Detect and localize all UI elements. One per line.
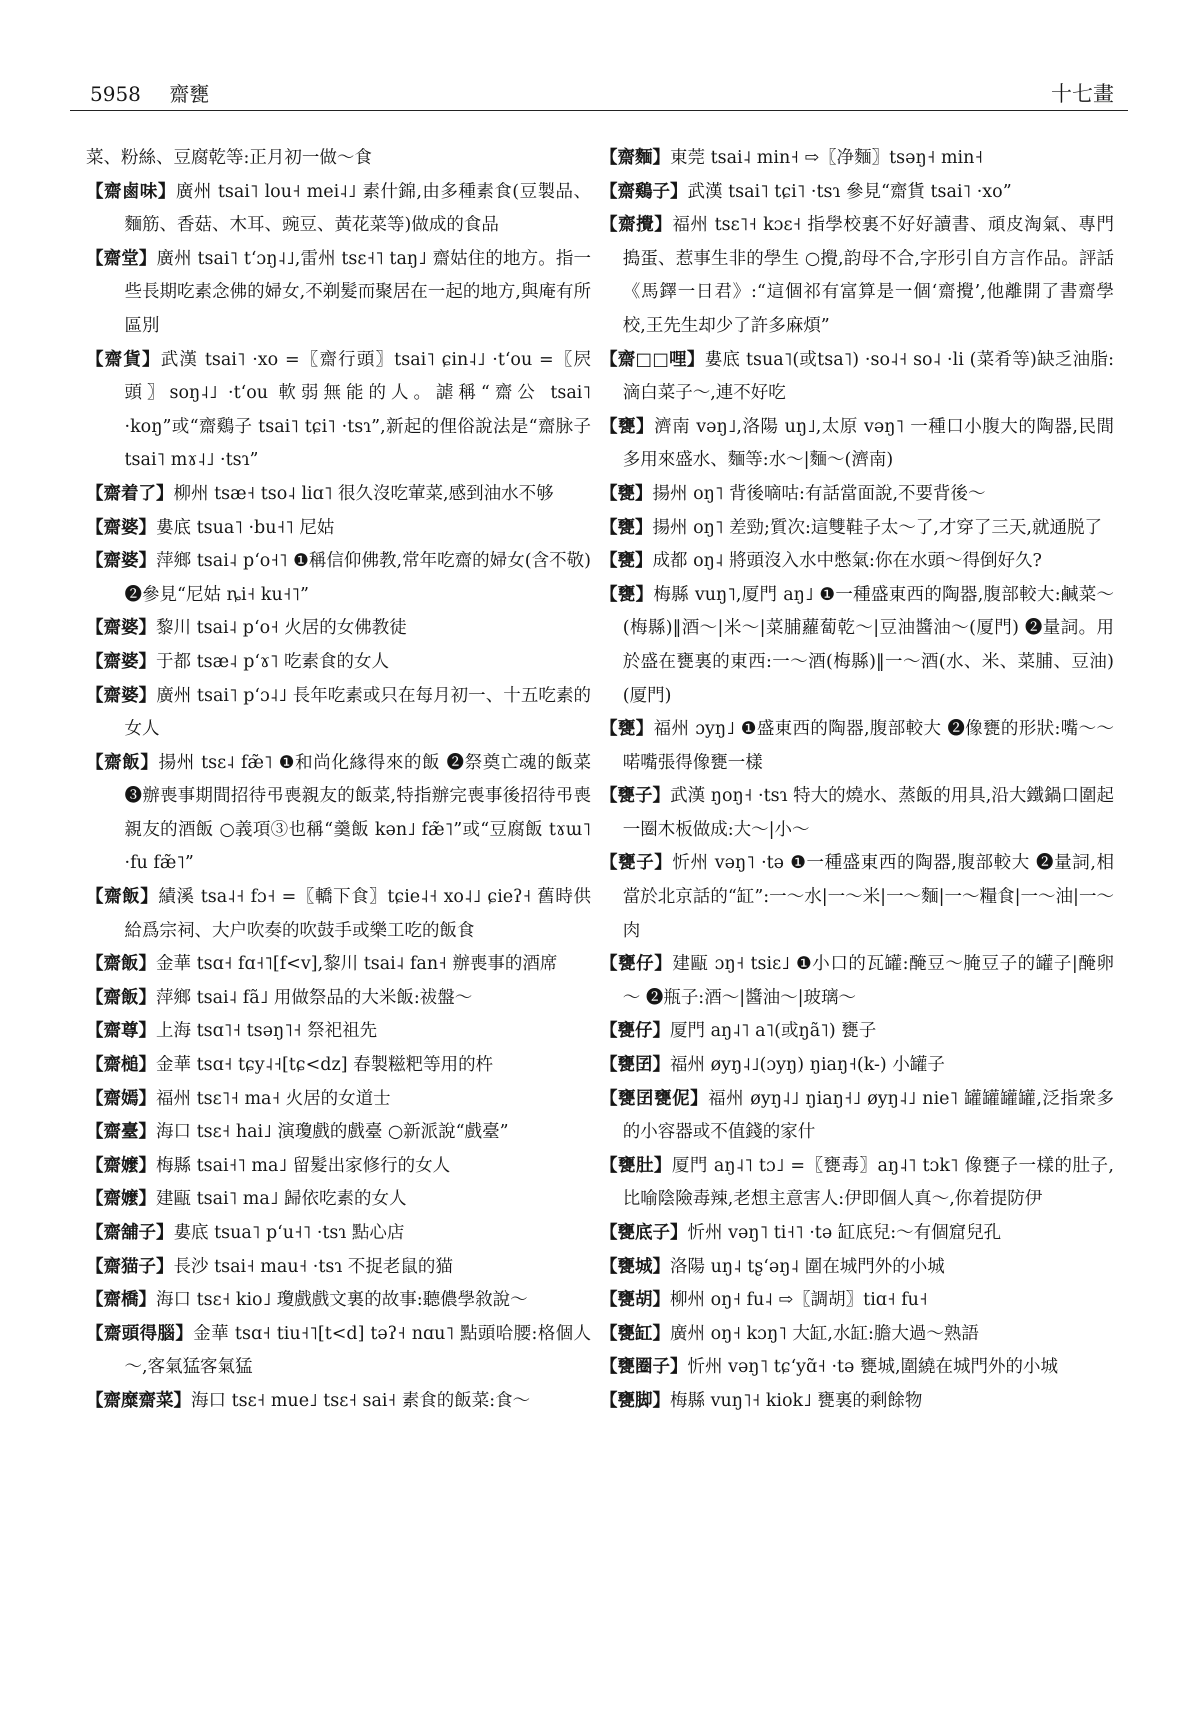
entry-definition: 梅縣 vuŋ˥,厦門 aŋ˩ ❶一種盛東西的陶器,腹部較大:鹹菜～(梅縣)‖酒～|米～|菜脯蘿蔔乾～|豆油醬油～(厦門) ❷量詞。用於盛在甕裏的東西:一～酒(梅縣)‖一～酒(水、米、菜脯、豆油)(厦門): [622, 584, 1115, 706]
entry-definition: 武漢 tsai˥ tɕi˥ ·tsɿ 參見“齋貨 tsai˥ ·xo”: [687, 181, 1012, 202]
dictionary-entry: [600, 1015, 1114, 1049]
entry-headword: 【齋飯】: [86, 987, 156, 1008]
entry-definition: 績溪 tsa˨˧ fɔ˧ =〖轎下食〗tɕie˨˧ xo˨˩ ɕieʔ˧ 舊時供給爲宗祠、大户吹奏的吹鼓手或樂工吃的飯食: [124, 887, 591, 941]
dictionary-entry: [600, 209, 1114, 343]
dictionary-entry: [600, 512, 1114, 546]
header-left: [90, 78, 209, 107]
entry-definition: 忻州 vəŋ˥ ·tə ❶一種盛東西的陶器,腹部較大 ❷量詞,相當於北京話的“缸”:一～水|一～米|一～麵|一～糧食|一～油|一～肉: [622, 853, 1114, 941]
entry-headword: 【甕肚】: [600, 1155, 672, 1176]
dictionary-entry: [86, 1083, 591, 1117]
dictionary-entry: [600, 411, 1114, 478]
entry-definition: 柳州 oŋ˧ fu˨ ⇨〖調胡〗tiɑ˧ fu˧: [670, 1290, 928, 1311]
entry-definition: 廣州 tsai˥ tʻɔŋ˨˩,雷州 tsɛ˧˥ taŋ˩ 齋姑住的地方。指一些長期吃素念佛的婦女,不剃髮而聚居在一起的地方,與庵有所區別: [124, 248, 592, 336]
entry-headword: 【齋橋】: [86, 1290, 156, 1311]
entry-headword: 【甕底子】: [600, 1223, 688, 1243]
entry-definition: 菜、粉絲、豆腐乾等:正月初一做～食: [86, 148, 372, 168]
entry-definition: 成都 oŋ˨ 將頭沒入水中憋氣:你在水頭～得倒好久?: [652, 551, 1042, 572]
entry-definition: 福州 øyŋ˨˩(ɔyŋ) ŋiaŋ˧(k-) 小罐子: [670, 1055, 945, 1076]
entry-definition: 萍鄉 tsai˨ fã˩ 用做祭品的大米飯:祓盤～: [156, 987, 473, 1008]
entry-definition: 婁底 tsua˥ pʻu˧˥ ·tsɿ 點心店: [173, 1223, 405, 1243]
entry-definition: 建甌 ɔŋ˧ tsiɛ˩ ❶小口的瓦罐:醃豆～腌豆子的罐子|醃卵～ ❷瓶子:酒～|醬油～|玻璃～: [622, 954, 1114, 1008]
entry-definition: 廣州 tsai˥ lou˧ mei˨˩ 素什錦,由多種素食(豆製品、麵筋、香菇、木耳、豌豆、黃花菜等)做成的食品: [124, 181, 592, 236]
dictionary-entry: [86, 1284, 591, 1318]
entry-headword: 【齋糜齋菜】: [86, 1390, 191, 1411]
entry-definition: 長沙 tsai˧ mau˧ ·tsɿ 不捉老鼠的猫: [173, 1256, 453, 1277]
entry-headword: 【甕缸】: [600, 1323, 670, 1344]
entry-definition: 建甌 tsai˥ ma˩ 歸依吃素的女人: [156, 1189, 407, 1210]
stroke-section: 十七畫: [1051, 82, 1114, 106]
dictionary-entry: [600, 478, 1114, 512]
entry-headword: 【甕脚】: [600, 1390, 670, 1411]
entry-definition: 廣州 oŋ˧ kɔŋ˥ 大缸,水缸:膽大過～熟語: [670, 1323, 979, 1344]
entry-headword: 【齋着了】: [86, 483, 174, 504]
entry-definition: 厦門 aŋ˨˥ tɔ˩ =〖甕毒〗aŋ˨˥ tɔk˥ 像甕子一樣的肚子,比喻陰險毒辣,老想主意害人:伊即個人真～,你着提防伊: [622, 1155, 1114, 1210]
dictionary-entry: [86, 646, 591, 680]
entry-headword: 【甕仔】: [600, 954, 673, 975]
entry-headword: 【齋頭得腦】: [86, 1323, 194, 1344]
entry-headword: 【甕城】: [600, 1256, 670, 1277]
dictionary-entry: [86, 948, 591, 982]
dictionary-entry: [600, 1049, 1114, 1083]
dictionary-entry: [600, 1150, 1114, 1217]
entry-headword: 【齋槌】: [86, 1055, 156, 1076]
entry-definition: 厦門 aŋ˨˥ a˥(或ŋã˥) 甕子: [670, 1021, 877, 1042]
entry-headword: 【甕】: [600, 517, 653, 538]
entry-definition: 廣州 tsai˥ pʻɔ˨˩ 長年吃素或只在每月初一、十五吃素的女人: [124, 685, 591, 740]
entry-headword: 【齋婆】: [86, 517, 156, 538]
dictionary-entry: [86, 982, 591, 1016]
dictionary-entry: [86, 1318, 591, 1385]
entry-headword: 【齋飯】: [86, 954, 156, 975]
entry-headword: 【齋嬤】: [86, 1155, 156, 1176]
page-number: 5958: [90, 82, 141, 106]
dictionary-entry: [600, 1385, 1114, 1419]
entry-headword: 【齋婆】: [86, 551, 157, 572]
right-column: [600, 142, 1114, 1419]
entry-definition: 黎川 tsai˨ pʻo˧ 火居的女佛教徒: [156, 618, 407, 639]
entry-headword: 【齋猫子】: [86, 1256, 174, 1277]
dictionary-entry: [86, 1251, 591, 1285]
left-column: [86, 142, 591, 1419]
entry-headword: 【甕】: [600, 483, 653, 504]
dictionary-entry: [86, 512, 591, 546]
dictionary-entry: [86, 478, 591, 512]
entry-headword: 【甕】: [600, 584, 654, 605]
dictionary-entry: [600, 1251, 1114, 1285]
dictionary-entry: [600, 1284, 1114, 1318]
entry-definition: 于都 tsæ˨ pʻɤ˥ 吃素食的女人: [156, 651, 390, 672]
entry-headword: 【齋婆】: [86, 651, 156, 672]
entry-definition: 揚州 oŋ˥ 差勁;質次:這雙鞋子太～了,才穿了三天,就通脱了: [652, 517, 1102, 538]
dictionary-entry: [86, 1217, 591, 1251]
entry-definition: 揚州 oŋ˥ 背後嘀咕:有話當面說,不要背後～: [652, 483, 986, 504]
entry-headword: 【齋舖子】: [86, 1223, 174, 1243]
dictionary-entry: [86, 545, 591, 612]
entry-definition: 濟南 vəŋ˩,洛陽 uŋ˩,太原 vəŋ˥ 一種口小腹大的陶器,民間多用來盛水、麵等:水～|麵～(濟南): [622, 416, 1115, 471]
dictionary-entry: [86, 1183, 591, 1217]
dictionary-entry: [86, 1049, 591, 1083]
entry-headword: 【齋麵】: [600, 148, 670, 168]
entry-definition: 洛陽 uŋ˨ tʂʻəŋ˨ 圍在城門外的小城: [670, 1256, 945, 1277]
entry-headword: 【齋堂】: [86, 248, 157, 269]
entry-headword: 【甕子】: [600, 786, 671, 807]
entry-definition: 上海 tsɑ˥˧ tsəŋ˥˧ 祭祀祖先: [156, 1021, 378, 1042]
entry-definition: 忻州 vəŋ˥ tɕʻyɑ̃˧ ·tə 甕城,圍繞在城門外的小城: [687, 1357, 1059, 1378]
entry-headword: 【甕】: [600, 719, 654, 740]
entry-headword: 【齋婆】: [86, 618, 156, 639]
dictionary-entry: [600, 713, 1114, 780]
entry-definition: 金華 tsɑ˧ tɕy˨˧[tɕ<dz] 春製糍粑等用的杵: [156, 1055, 494, 1076]
entry-headword: 【齋□□哩】: [600, 349, 705, 370]
entry-definition: 揚州 tsɛ˨ fæ̃˥ ❶和尚化緣得來的飯 ❷祭奠亡魂的飯菜 ❸辦喪事期間招待弔喪親友的飯菜,特指辦完喪事後招待弔喪親友的酒飯 ○義項③也稱“羹飯 kən˩ fæ̃˥”或“豆腐飯 tɤɯ˥ ·fu fæ̃˥”: [124, 752, 591, 874]
entry-headword: 【齋飯】: [86, 752, 159, 773]
dictionary-entry: [600, 948, 1114, 1015]
entry-headword: 【甕圈子】: [600, 1357, 688, 1378]
entry-headword: 【齋飯】: [86, 887, 159, 908]
entry-definition: 海口 tsɛ˧ mue˩ tsɛ˧ sai˧ 素食的飯菜:食～: [191, 1390, 531, 1411]
entry-definition: 婁底 tsua˥(或tsa˥) ·so˨˧ so˨ ·li (菜肴等)缺乏油脂:滴白菜子～,連不好吃: [622, 349, 1115, 404]
page-header: [70, 78, 1128, 108]
entry-headword: 【齋嫣】: [86, 1088, 156, 1109]
dictionary-entry: [600, 142, 1114, 176]
entry-definition: 海口 tsɛ˧ hai˩ 演瓊戲的戲臺 ○新派說“戲臺”: [156, 1122, 509, 1143]
entry-headword: 【齋鹵味】: [86, 181, 176, 202]
dictionary-entry: [86, 1385, 591, 1419]
entry-headword: 【齋婆】: [86, 685, 157, 706]
entry-definition: 武漢 ŋoŋ˧ ·tsɿ 特大的燒水、蒸飯的用具,沿大鐵鍋口圍起一圈木板做成:大～|小～: [622, 786, 1115, 840]
entry-definition: 福州 øyŋ˨˩ ŋiaŋ˧˩ øyŋ˨˩ nie˥ 罐罐罐罐,泛指衆多的小容器或不值錢的家什: [622, 1088, 1114, 1143]
dictionary-entry: [600, 1351, 1114, 1385]
entry-definition: 婁底 tsua˥ ·bu˧˥ 尼姑: [156, 517, 335, 538]
entry-definition: 金華 tsɑ˧ fɑ˧˥[f<v],黎川 tsai˨ fan˧ 辦喪事的酒席: [156, 954, 558, 975]
header-title: 齋甕: [169, 82, 210, 106]
dictionary-entry: [86, 747, 591, 881]
dictionary-entry: [86, 881, 591, 948]
entry-headword: 【甕囝】: [600, 1055, 670, 1076]
header-rule: [70, 110, 1128, 111]
entry-headword: 【甕囝甕伲】: [600, 1088, 709, 1109]
dictionary-entry: [600, 344, 1114, 411]
dictionary-entry: [600, 1217, 1114, 1251]
dictionary-entry: [86, 680, 591, 747]
entry-definition: 梅縣 tsai˧˥ ma˩ 留髮出家修行的女人: [156, 1155, 451, 1176]
entry-headword: 【甕胡】: [600, 1290, 670, 1311]
dictionary-entry: [600, 847, 1114, 948]
entry-definition: 福州 tsɛ˥˧ kɔɛ˧ 指學校裏不好好讀書、頑皮淘氣、專門搗蛋、惹事生非的學生 ○攪,韵母不合,字形引自方言作品。評話《馬鐸一日君》:“這個祁有富算是一個‘齋攪’,他離開了書齋學校,王先生却少了許多麻煩”: [622, 215, 1115, 336]
entry-definition: 梅縣 vuŋ˥˧ kiok˩ 甕裏的剩餘物: [670, 1390, 923, 1411]
entry-headword: 【齋鷄子】: [600, 181, 688, 202]
dictionary-entry: [86, 1116, 591, 1150]
entry-definition: 忻州 vəŋ˥ ti˧˥ ·tə 缸底兒:～有個窟兒孔: [687, 1223, 1002, 1243]
dictionary-entry: [86, 176, 591, 243]
entry-headword: 【齋貨】: [86, 349, 161, 370]
dictionary-entry: [86, 344, 591, 478]
dictionary-entry: [600, 780, 1114, 847]
entry-definition: 東莞 tsai˨ min˧ ⇨〖净麵〗tsəŋ˧ min˧: [670, 148, 984, 168]
entry-headword: 【齋臺】: [86, 1122, 156, 1143]
dictionary-entry: [600, 1318, 1114, 1352]
entry-definition: 福州 ɔyŋ˩ ❶盛東西的陶器,腹部較大 ❷像甕的形狀:嘴～～喏嘴張得像甕一樣: [622, 719, 1114, 773]
dictionary-entry: [600, 176, 1114, 210]
dictionary-entry: [600, 579, 1114, 713]
entry-definition: 萍鄉 tsai˨ pʻo˧˥ ❶稱信仰佛教,常年吃齋的婦女(含不敬) ❷參見“尼姑 ȵi˧ ku˧˥”: [124, 551, 591, 605]
dictionary-entry: [86, 612, 591, 646]
entry-definition: 海口 tsɛ˧ kio˩ 瓊戲戲文裏的故事:聽儂學敘說～: [156, 1290, 528, 1311]
entry-headword: 【齋攪】: [600, 215, 673, 236]
entry-headword: 【甕】: [600, 551, 653, 572]
entry-definition: 福州 tsɛ˥˧ ma˧ 火居的女道士: [156, 1088, 391, 1109]
entry-headword: 【甕】: [600, 416, 655, 437]
entry-headword: 【齋尊】: [86, 1021, 156, 1042]
entry-headword: 【齋嬤】: [86, 1189, 156, 1210]
dictionary-entry: [600, 545, 1114, 579]
entry-definition: 武漢 tsai˥ ·xo =〖齋行頭〗tsai˥ ɕin˨˩ ·tʻou =〖屄頭〗soŋ˨˩ ·tʻou 軟弱無能的人。謔稱“齋公 tsai˥ ·koŋ”或“齋鷄子 tsai˥ tɕi˥ ·tsɿ”,新起的俚俗說法是“齋脉子 tsai˥ mɤ˨˩ ·tsɿ”: [124, 349, 591, 471]
dictionary-entry: [600, 1083, 1114, 1150]
dictionary-entry: [86, 1150, 591, 1184]
dictionary-entry: [86, 142, 591, 176]
entry-definition: 金華 tsɑ˧ tiu˧˥[t<d] təʔ˧ nɑu˥ 點頭哈腰:格個人～,客氣猛客氣猛: [124, 1323, 592, 1378]
dictionary-entry: [86, 1015, 591, 1049]
entry-definition: 柳州 tsæ˧ tso˨ liɑ˥ 很久沒吃葷菜,感到油水不够: [173, 483, 554, 504]
entry-headword: 【甕仔】: [600, 1021, 670, 1042]
dictionary-entry: [86, 243, 591, 344]
entry-headword: 【甕子】: [600, 853, 673, 874]
